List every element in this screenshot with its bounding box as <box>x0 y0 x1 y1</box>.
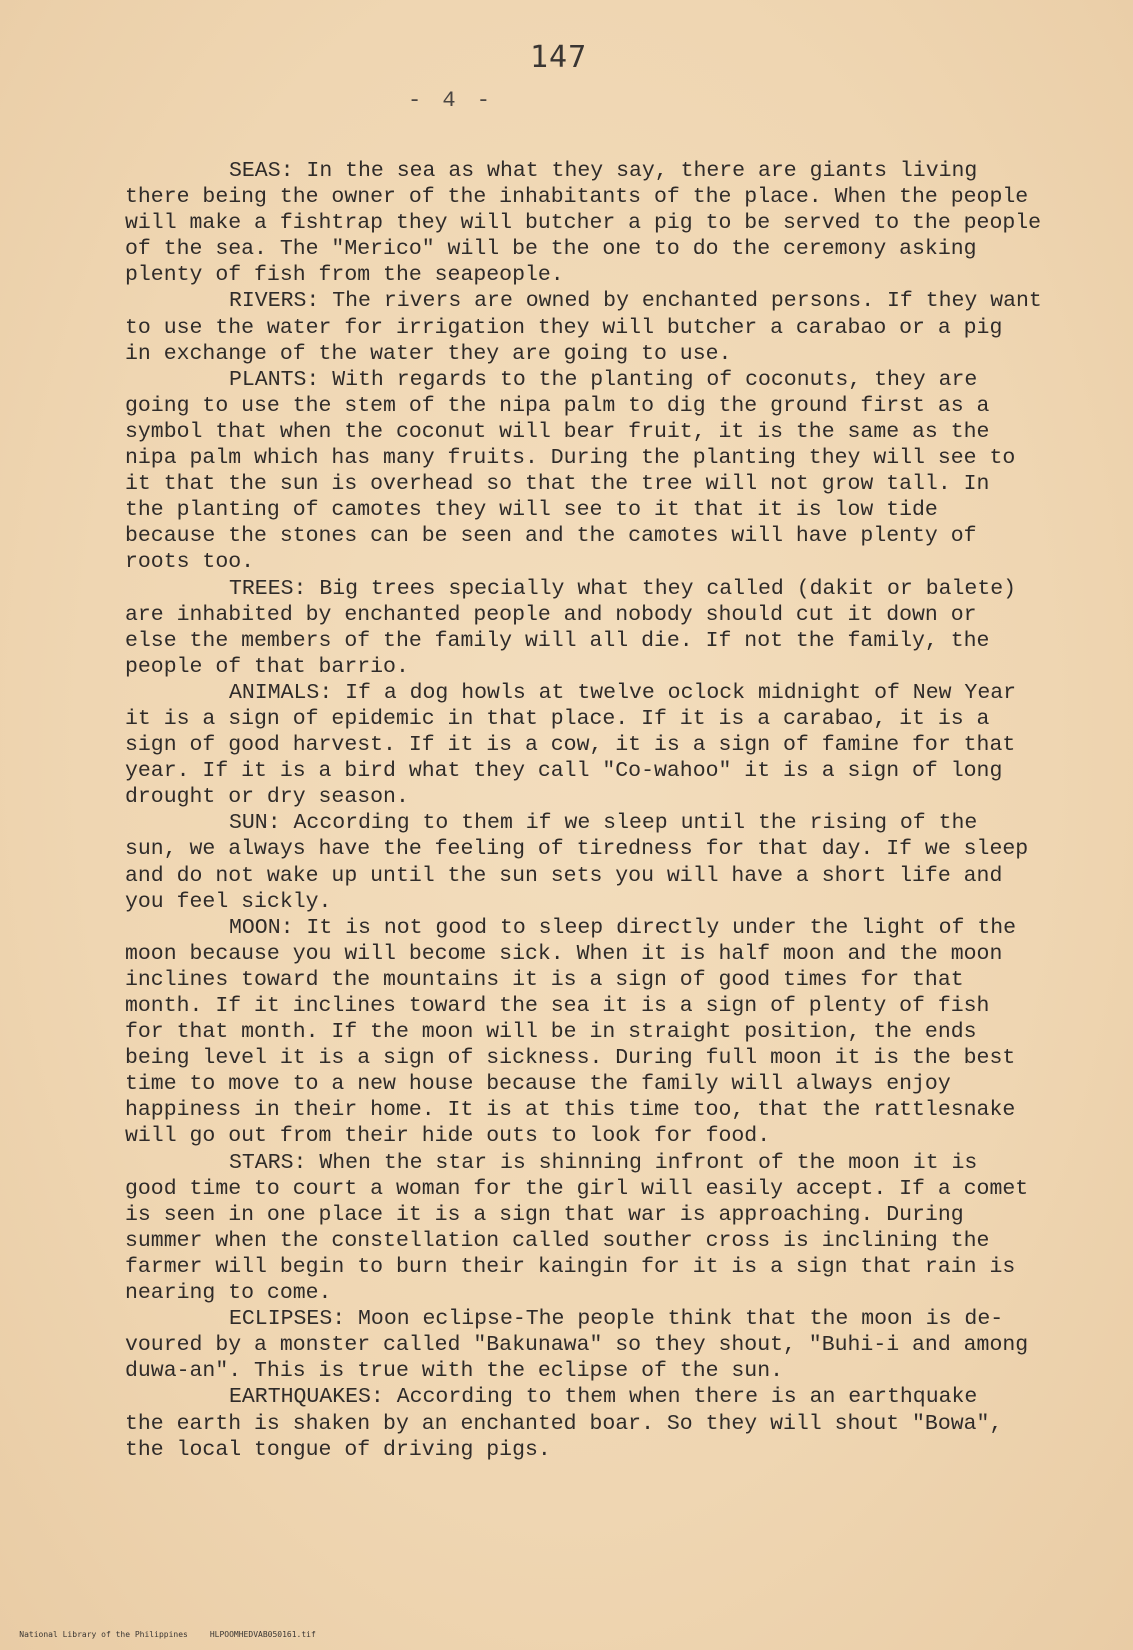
text-line: for that month. If the moon will be in straight position, the ends <box>125 1020 977 1045</box>
text-line: there being the owner of the inhabitants of the place. When the people <box>125 185 1029 210</box>
text-line: inclines toward the mountains it is a sign of good times for that <box>125 967 964 992</box>
text-line: of the sea. The "Merico" will be the one to do the ceremony asking <box>125 237 977 262</box>
text-line: SUN: According to them if we sleep until the rising of the <box>229 811 978 836</box>
text-line: summer when the constellation called souther cross is inclining the <box>125 1228 990 1253</box>
text-line: is seen in one place it is a sign that war is approaching. During <box>125 1202 964 1227</box>
text-line: moon because you will become sick. When it is half moon and the moon <box>125 941 1003 966</box>
footer <box>0 1621 338 1648</box>
text-line: plenty of fish from the seapeople. <box>125 263 564 288</box>
section-number: - 4 - <box>408 88 495 113</box>
text-line: SEAS: In the sea as what they say, there are giants living <box>229 159 978 183</box>
text-line: symbol that when the coconut will bear fruit, it is the same as the <box>125 419 990 444</box>
text-line: nipa palm which has many fruits. During the planting they will see to <box>125 446 1016 471</box>
text-line: roots too. <box>125 550 255 575</box>
text-line: time to move to a new house because the family will always enjoy <box>125 1072 951 1097</box>
footer-library: National Library of the Philippines <box>19 1630 188 1639</box>
text-line: MOON: It is not good to sleep directly under the light of the <box>229 915 1017 940</box>
text-line: EARTHQUAKES: According to them when there is an earthquake <box>229 1385 978 1410</box>
text-line: the earth is shaken by an enchanted boar. So they will shout "Bowa", <box>125 1411 1003 1436</box>
text-line: RIVERS: The rivers are owned by enchanted persons. If they want <box>229 289 1042 314</box>
text-line: will go out from their hide outs to look for food. <box>125 1124 771 1149</box>
text-line: it that the sun is overhead so that the tree will not grow tall. In <box>125 472 990 497</box>
text-line: drought or dry season. <box>125 785 409 810</box>
text-line: and do not wake up until the sun sets you will have a short life and <box>125 863 1003 888</box>
text-line: good time to court a woman for the girl will easily accept. If a comet <box>125 1176 1029 1201</box>
text-line: people of that barrio. <box>125 654 409 679</box>
text-line: because the stones can be seen and the camotes will have plenty of <box>125 524 977 549</box>
text-line: STARS: When the star is shinning infront of the moon it is <box>229 1150 978 1175</box>
text-line: voured by a monster called "Bakunawa" so they shout, "Buhi-i and among <box>125 1333 1029 1358</box>
text-line: month. If it inclines toward the sea it is a sign of plenty of fish <box>125 994 990 1018</box>
text-line: you feel sickly. <box>125 889 332 914</box>
text-line: will make a fishtrap they will butcher a pig to be served to the people <box>125 211 1042 236</box>
text-line: ECLIPSES: Moon eclipse-The people think that the moon is de- <box>229 1307 1004 1332</box>
text-line: the local tongue of driving pigs. <box>125 1437 551 1462</box>
text-line: happiness in their home. It is at this time too, that the rattlesnake <box>125 1098 1016 1123</box>
text-line: ANIMALS: If a dog howls at twelve oclock midnight of New Year <box>229 680 1017 705</box>
footer-file-id: HLPOOMHEDVAB050161.tif <box>209 1630 316 1639</box>
text-line: TREES: Big trees specially what they called (dakit or balete) <box>229 576 1017 601</box>
text-line: are inhabited by enchanted people and nobody should cut it down or <box>125 602 977 627</box>
text-line: farmer will begin to burn their kaingin for it is a sign that rain is <box>125 1254 1016 1279</box>
text-line: PLANTS: With regards to the planting of coconuts, they are <box>229 367 978 392</box>
text-line: sun, we always have the feeling of tiredness for that day. If we sleep <box>125 837 1029 862</box>
text-line: sign of good harvest. If it is a cow, it is a sign of famine for that <box>125 733 1016 758</box>
text-line: in exchange of the water they are going to use. <box>125 341 732 366</box>
text-line: duwa-an". This is true with the eclipse of the sun. <box>125 1359 784 1384</box>
text-line: the planting of camotes they will see to it that it is low tide <box>125 498 938 523</box>
page-number: 147 <box>530 40 588 75</box>
document-body <box>125 158 1055 1463</box>
text-line: going to use the stem of the nipa palm to dig the ground first as a <box>125 393 990 418</box>
text-line: nearing to come. <box>125 1281 332 1306</box>
text-line: year. If it is a bird what they call "Co-wahoo" it is a sign of long <box>125 759 1003 784</box>
text-line: else the members of the family will all die. If not the family, the <box>125 628 990 653</box>
text-line: being level it is a sign of sickness. During full moon it is the best <box>125 1046 1016 1071</box>
text-line: it is a sign of epidemic in that place. If it is a carabao, it is a <box>125 706 990 731</box>
text-line: to use the water for irrigation they will butcher a carabao or a pig <box>125 315 1003 340</box>
